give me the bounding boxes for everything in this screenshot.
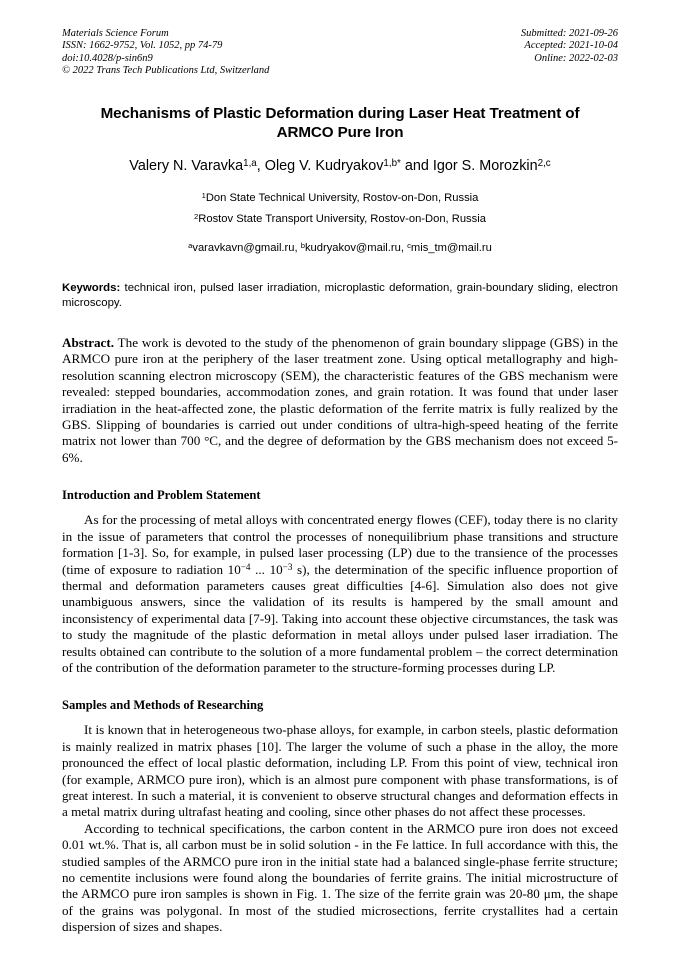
journal-issn: ISSN: 1662-9752, Vol. 1052, pp 74-79 (62, 40, 223, 52)
email-2-marker: b (300, 240, 305, 250)
page-title (62, 104, 618, 143)
journal-name: Materials Science Forum (62, 28, 169, 39)
intro-text-part-3: s), the determination of the specific influence proportion of thermal and deformation parameters causes great difficulties [4-6]. Simulation also does not give unambiguous answers, since the validation of its results is hampered by the small amount and inconsistency of experimental data [7-9]. Taking into account these objective circumstances, the task was to study the magnitude of the plastic deformation in metal alloys under pulsed laser irradiation. The results obtained can contribute to the solution of a more fundamental problem – the correct determination of the contribution of the deformation parameter to the structure-forming processes during LP. (62, 561, 618, 675)
intro-text-part-2: ... 10 (250, 561, 283, 577)
affiliation-1-text: Don State Technical University, Rostov-on-Don, Russia (205, 191, 479, 204)
email-3[interactable]: mis_tm@mail.ru (410, 241, 492, 254)
journal-header-right (521, 28, 618, 65)
author-3-name: Igor S. Morozkin (432, 157, 538, 174)
intro-exponent-1: −4 (240, 561, 251, 572)
affiliation-1 (62, 188, 618, 210)
affiliation-2 (62, 209, 618, 231)
abstract-block (62, 335, 618, 466)
author-2-name: Oleg V. Kudryakov (264, 157, 384, 174)
email-2[interactable]: kudryakov@mail.ru, (304, 241, 408, 254)
journal-header (62, 28, 618, 78)
section-introduction (62, 488, 618, 676)
author-separator-1: , (256, 157, 265, 174)
abstract-label: Abstract. (62, 335, 114, 351)
author-separator-2: and (400, 157, 433, 174)
keywords-block (62, 281, 618, 311)
section-samples-methods-paragraph-1: It is known that in heterogeneous two-phase alloys, for example, in carbon steels, plastic deformation is mainly realized in matrix phases [10]. The larger the volume of such a phase in the alloy, the more pronounced the effect of local plastic deformation, including LP. From this point of view, technical iron (for example, ARMCO pure iron), which is an almost pure component with phase transformations, is of great interest. In such a material, it is convenient to observe structural changes and deformation effects in a metal matrix during ultrafast heating and cooling, since other phases do not affect these processes. (62, 722, 618, 820)
section-samples-methods-paragraph-2: According to technical specifications, the carbon content in the ARMCO pure iron does not exceed 0.01 wt.%. That is, all carbon must be in solid solution - in the Fe lattice. In full accordance with this, the studied samples of the ARMCO pure iron in the initial state had a balanced single-phase ferrite structure; no cementite inclusions were found along the boundaries of ferrite grains. The initial microstructure of the ARMCO pure iron samples is shown in Fig. 1. The size of the ferrite grain was 20-80 μm, the shape of the grains was polygonal. In most of the studied microsections, ferrite crystallites had a certain dispersion of sizes and shapes. (62, 820, 618, 935)
keywords-label: Keywords: (62, 281, 121, 294)
accepted-date: Accepted: 2021-10-04 (524, 40, 618, 52)
email-1[interactable]: varavkavn@gmail.ru, (192, 241, 301, 254)
affiliation-2-text: Rostov State Transport University, Rostov-on-Don, Russia (198, 213, 486, 226)
author-1-name: Valery N. Varavka (129, 157, 244, 174)
affiliation-list (62, 188, 618, 231)
section-samples-methods (62, 698, 618, 935)
email-1-marker: a (188, 240, 193, 250)
email-3-marker: c (407, 240, 411, 250)
email-list (62, 241, 618, 255)
affiliation-1-marker: 1 (201, 190, 206, 200)
abstract-text: The work is devoted to the study of the phenomenon of grain boundary slippage (GBS) in the ARMCO pure iron at the periphery of the laser treatment zone. Using optical metallography and high-resolution scanning electron microscopy (SEM), the characteristic features of the GBS mechanism were revealed: stepped boundaries, accommodation zones, and grain rotation. It was found that under laser irradiation in the heat-affected zone, the plastic deformation of the ferrite matrix is fully realized by the GBS. Slipping of boundaries is carried out under conditions of ultra-high-speed heating of the ferrite matrix not lower than 700 °C, and the degree of deformation by the GBS mechanism does not exceed 5-6%. (62, 335, 618, 465)
submitted-date: Submitted: 2021-09-26 (520, 28, 618, 39)
affiliation-2-marker: 2 (194, 211, 199, 221)
journal-doi: doi:10.4028/p-sin6n9 (62, 52, 153, 64)
page-title-line-1: Mechanisms of Plastic Deformation during Laser Heat Treatment of (100, 104, 580, 122)
intro-exponent-2: −3 (282, 561, 293, 572)
section-introduction-paragraph-1 (62, 512, 618, 676)
page-title-line-2: ARMCO Pure Iron (276, 124, 404, 142)
author-2-affiliation-marker: 1,b* (383, 157, 401, 169)
journal-copyright: © 2022 Trans Tech Publications Ltd, Switzerland (62, 65, 270, 77)
journal-header-left (62, 28, 269, 78)
author-1-affiliation-marker: 1,a (243, 157, 257, 169)
online-date: Online: 2022-02-03 (534, 52, 618, 64)
section-introduction-heading: Introduction and Problem Statement (62, 488, 261, 503)
section-samples-methods-heading: Samples and Methods of Researching (62, 698, 264, 713)
intro-text-part-1: As for the processing of metal alloys with concentrated energy flowes (CEF), today there is no clarity in the issue of parameters that control the processes of nonequilibrium phase transitions and structure formation [1-3]. So, for example, in pulsed laser processing (LP) due to the transience of the processes (time of exposure to radiation 10 (62, 512, 618, 577)
keywords-text: technical iron, pulsed laser irradiation, microplastic deformation, grain-boundary sliding, electron microscopy. (62, 281, 618, 309)
author-3-affiliation-marker: 2,c (537, 157, 551, 169)
author-list (62, 157, 618, 175)
